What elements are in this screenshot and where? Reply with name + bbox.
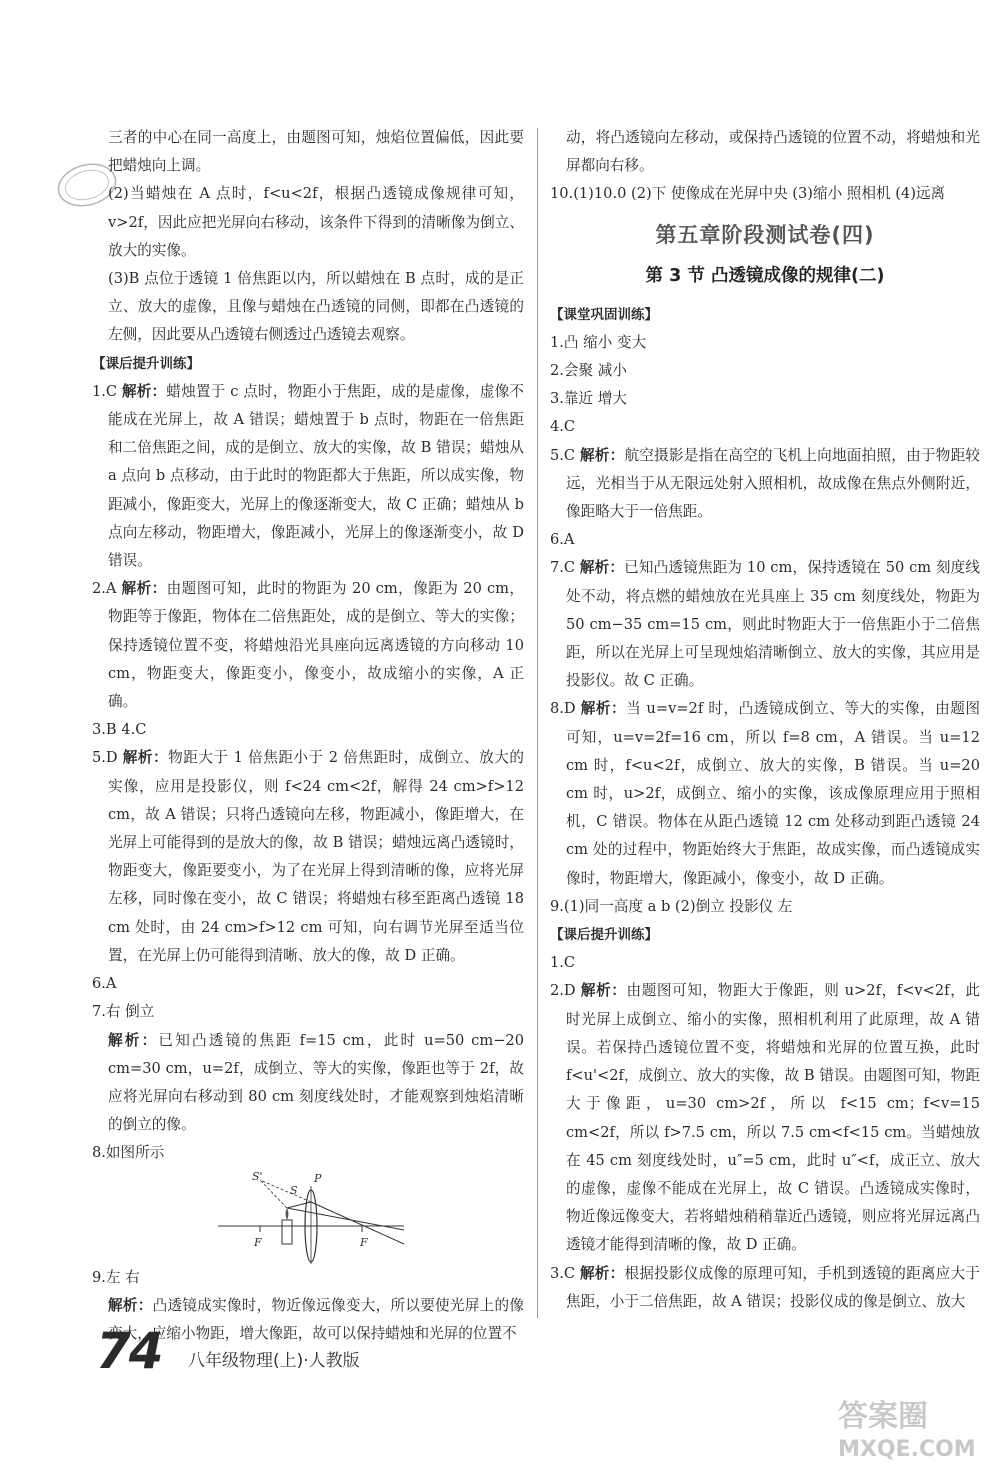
analysis-text: 由题图可知，物距大于像距，则 u>2f，f<v<2f，此时光屏上成倒立、缩小的实像，照相机利用了此原理，故 A 错误。若保持凸透镜位置不变，将蜡烛和光屏的位置互换，此时 f<u'<2f，成倒立、放大的实像，故 B 错误。由题图可知，物距大于像距，u=30 cm>2f，所以 f<15 cm；f<v=15 cm<2f，所以 f>7.5 cm，所以 7.5 cm<f<15 cm。当蜡烛放在 45 cm 刻度线处时，u″=5 cm，此时 u″<f，成正立、放大的虚像，虚像不能成在光屏上，故 C 错误。凸透镜成实像时，物近像远像变大，若将蜡烛稍稍靠近凸透镜，则应将光屏远离凸透镜才能得到清晰的像，故 D 正确。	[566, 982, 980, 1254]
analysis-label: 解析：	[108, 1296, 153, 1314]
answer-analysis	[92, 1027, 524, 1140]
answer-item: 4.C	[550, 418, 576, 436]
answer-item	[550, 554, 980, 695]
answer-number: 1.C	[92, 382, 118, 400]
section-title: 第 3 节 凸透镜成像的规律(二)	[645, 265, 885, 286]
analysis-label: 解析：	[121, 580, 167, 598]
watermark-top-text: 答案圈	[838, 1399, 928, 1434]
answer-item: 3.B 4.C	[92, 721, 147, 739]
answer-item: 9.左 右	[92, 1268, 140, 1286]
analysis-text: 蜡烛置于 c 点时，物距小于焦距，成的是虚像，虚像不能成在光屏上，故 A 错误；蜡烛置于 b 点时，物距在一倍焦距和二倍焦距之间，成的是倒立、放大的实像，故 B 错误；蜡烛从 a 点向 b 点移动，由于此时的物距都大于焦距，所以成实像，物距减小，像距变大，光屏上的像逐渐变大，故 C 正确；蜡烛从 b 点向左移动，物距增大，像距减小，光屏上的像逐渐变小，故 D 错误。	[108, 382, 524, 570]
answer-item: 9.(1)同一高度 a b (2)倒立 投影仪 左	[550, 897, 793, 915]
analysis-text: 航空摄影是指在高空的飞机上向地面拍照，由于物距较远，光相当于从无限远处射入照相机，故成像在焦点外侧附近，像距略大于一倍焦距。	[566, 446, 980, 521]
watermark-bottom-text: MXQE.COM	[838, 1437, 976, 1462]
answer-item: 6.A	[92, 975, 117, 993]
lens-ray-diagram	[92, 1168, 524, 1264]
answer-item: 1.C	[550, 954, 576, 972]
analysis-text: 已知凸透镜焦距为 10 cm，保持透镜在 50 cm 刻度线处不动，将点燃的蜡烛放在光具座上 35 cm 刻度线处，物距为 50 cm−35 cm=15 cm，则此时物距大于一倍焦距小于二倍焦距，所以在光屏上可呈现烛焰清晰倒立、放大的实像，其应用是投影仪。故 C 正确。	[566, 559, 980, 690]
answer-number: 2.A	[92, 580, 117, 598]
answer-number: 5.D	[92, 749, 118, 767]
answer-item	[550, 442, 980, 527]
analysis-text: 已知凸透镜的焦距 f=15 cm，此时 u=50 cm−20 cm=30 cm，u=2f，成倒立、等大的实像，像距也等于 2f，故应将光屏向右移动到 80 cm 刻度线处时，才能观察到烛焰清晰的倒立的像。	[108, 1031, 524, 1134]
answer-item: 2.会聚 减小	[550, 362, 627, 380]
analysis-label: 解析：	[580, 700, 627, 718]
chapter-title: 第五章阶段测试卷(四)	[655, 222, 875, 247]
analysis-text: 当 u=v=2f 时，凸透镜成倒立、等大的实像，由题图可知，u=v=2f=16 cm，所以 f=8 cm，A 错误。当 u=12 cm 时，f<u<2f，成倒立、放大的实像，B 错误。当 u=20 cm 时，u>2f，成倒立、缩小的实像，该成像原理应用于照相机，C 错误。物体在从距凸透镜 12 cm 处移动到距凸透镜 24 cm 处的过程中，物距始终大于焦距，故成实像，而凸透镜成实像时，物距增大，像距减小，像变小，故 D 正确。	[566, 700, 980, 887]
answer-item: 7.右 倒立	[92, 1003, 155, 1021]
answer-item: 6.A	[550, 531, 575, 549]
answer-item	[92, 575, 524, 716]
label-p: P	[314, 1171, 322, 1185]
answer-item: 10.(1)10.0 (2)下 使像成在光屏中央 (3)缩小 照相机 (4)远离	[550, 185, 946, 203]
right-column	[550, 124, 980, 1316]
answer-item	[92, 378, 524, 575]
analysis-label: 解析：	[579, 1264, 625, 1282]
label-s: S	[290, 1183, 298, 1197]
label-s-prime: S'	[252, 1169, 263, 1183]
analysis-label: 解析：	[580, 982, 627, 1000]
label-f-left: F	[254, 1235, 262, 1249]
analysis-text: 凸透镜成实像时，物近像远像变大，所以要使光屏上的像变大，应缩小物距，增大像距，故可以保持蜡烛和光屏的位置不	[108, 1296, 524, 1342]
answer-text: 三者的中心在同一高度上，由题图可知，烛焰位置偏低，因此要把蜡烛向上调。	[108, 129, 524, 175]
answer-item	[92, 744, 524, 970]
analysis-text: 由题图可知，此时的物距为 20 cm，像距为 20 cm，物距等于像距，物体在二倍焦距处，成的是倒立、等大的实像；保持透镜位置不变，将蜡烛沿光具座向远离透镜的方向移动 10 cm，物距变大，像距变小，像变小，故成缩小的实像，A 正确。	[108, 580, 524, 711]
answer-item: 8.如图所示	[92, 1144, 165, 1162]
analysis-label: 解析：	[579, 446, 625, 464]
section-label: 【课堂巩固训练】	[550, 306, 658, 323]
column-divider	[537, 128, 538, 1318]
answer-item	[550, 977, 980, 1259]
page-number: 74	[96, 1322, 162, 1380]
answer-number: 8.D	[550, 700, 576, 718]
label-f-right: F	[360, 1235, 368, 1249]
answer-item: 3.靠近 增大	[550, 390, 627, 408]
answer-item	[550, 1260, 980, 1316]
analysis-label: 解析：	[579, 559, 625, 577]
analysis-text: 根据投影仪成像的原理可知，手机到透镜的距离应大于焦距，小于二倍焦距，故 A 错误；投影仪成的像是倒立、放大	[566, 1264, 980, 1310]
answer-text: (2)当蜡烛在 A 点时，f<u<2f，根据凸透镜成像规律可知，v>2f，因此应把光屏向右移动，该条件下得到的清晰像为倒立、放大的实像。	[108, 185, 524, 259]
analysis-label: 解析：	[122, 749, 169, 767]
book-title: 八年级物理(上)·人教版	[188, 1351, 360, 1371]
answer-item: 1.凸 缩小 变大	[550, 333, 647, 351]
analysis-label: 解析：	[121, 382, 167, 400]
analysis-text: 物距大于 1 倍焦距小于 2 倍焦距时，成倒立、放大的实像，应用是投影仪，则 f<24 cm<2f，解得 24 cm>f>12 cm，故 A 错误；只将凸透镜向左移，物距减小，像距增大，在光屏上可能得到的是放大的像，故 B 错误；蜡烛远离凸透镜时，物距变大，像距要变小，为了在光屏上得到清晰的像，应将光屏左移，同时像在变小，故 C 错误；将蜡烛右移至距离凸透镜 18 cm 处时，由 24 cm>f>12 cm 可知，向右调节光屏至适当位置，在光屏上仍可能得到清晰、放大的像，故 D 正确。	[108, 749, 524, 964]
left-column	[92, 124, 524, 1348]
answer-number: 3.C	[550, 1264, 576, 1282]
site-watermark	[818, 1392, 988, 1462]
lens-diagram-svg	[92, 1168, 524, 1264]
section-label: 【课后提升训练】	[92, 355, 200, 372]
answer-number: 5.C	[550, 446, 576, 464]
answer-item	[550, 695, 980, 892]
answer-text: (3)B 点位于透镜 1 倍焦距以内，所以蜡烛在 B 点时，成的是正立、放大的虚像，且像与蜡烛在凸透镜的同侧，即都在凸透镜的左侧，因此要从凸透镜右侧透过凸透镜去观察。	[108, 270, 524, 344]
analysis-label: 解析：	[108, 1031, 159, 1049]
answer-text: 动，将凸透镜向左移动，或保持凸透镜的位置不动，将蜡烛和光屏都向右移。	[566, 129, 980, 175]
section-label: 【课后提升训练】	[550, 927, 658, 944]
answer-number: 7.C	[550, 559, 576, 577]
answer-number: 2.D	[550, 982, 576, 1000]
